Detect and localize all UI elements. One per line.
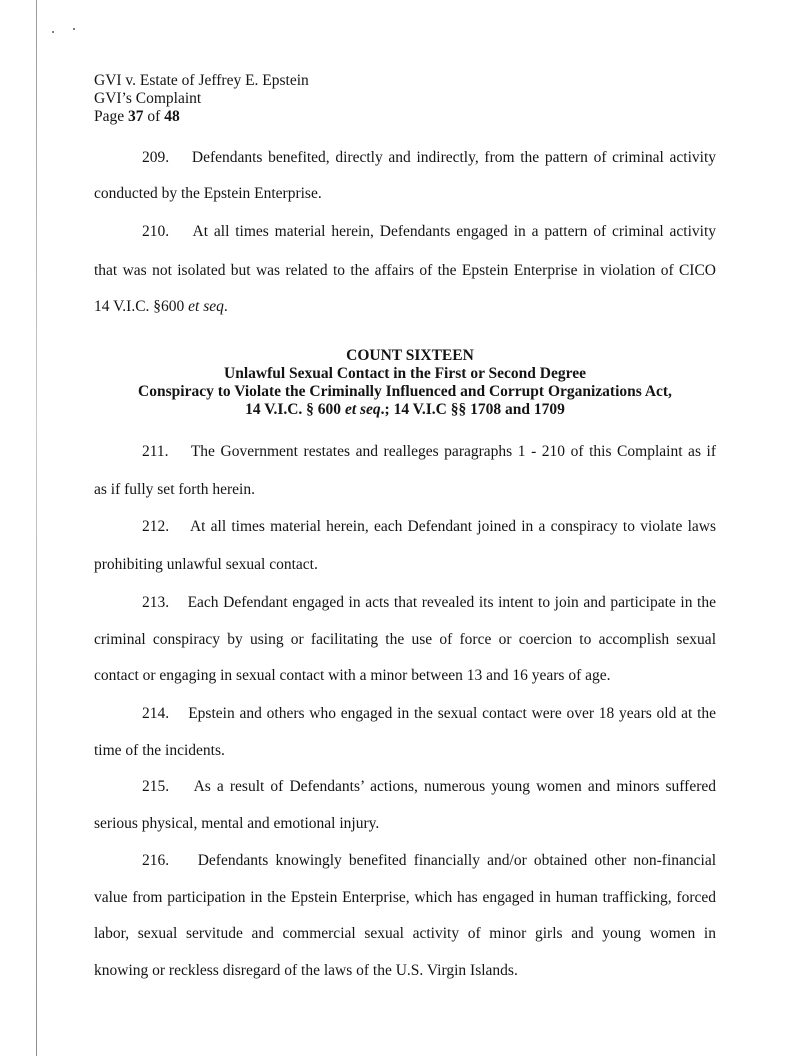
paragraph-number: 214. <box>142 705 170 722</box>
paragraph-number: 210. <box>142 223 170 240</box>
paragraph-209-line-2: conducted by the Epstein Enterprise. <box>94 185 322 202</box>
paragraph-text: Each Defendant engaged in acts that revealed its intent to join and participate in the <box>187 594 716 611</box>
citation-text: 14 V.I.C. §600 <box>94 298 189 315</box>
count-citation-italic: et seq <box>344 401 381 418</box>
paragraph-text: As a result of Defendants’ actions, numerous young women and minors suffered <box>193 778 716 795</box>
paragraph-number: 215. <box>142 778 170 795</box>
paragraph-text: At all times material herein, each Defendant joined in a conspiracy to violate laws <box>189 518 716 535</box>
count-title: COUNT SIXTEEN <box>346 347 474 364</box>
count-subtitle-2: Conspiracy to Violate the Criminally Influenced and Corrupt Organizations Act, <box>138 383 672 400</box>
paragraph-211-line-1 <box>94 443 716 461</box>
paragraph-text: At all times material herein, Defendants engaged in a pattern of criminal activity <box>192 223 716 240</box>
count-subtitle-1: Unlawful Sexual Contact in the First or Second Degree <box>224 365 586 382</box>
paragraph-213-line-1 <box>94 594 716 612</box>
paragraph-216-line-2: value from participation in the Epstein Enterprise, which has engaged in human trafficking, forced <box>94 889 716 906</box>
paragraph-number: 209. <box>142 149 170 166</box>
paragraph-212-line-1 <box>94 518 716 536</box>
paragraph-216-line-1 <box>94 852 716 870</box>
document-title: GVI’s Complaint <box>94 90 202 107</box>
case-title: GVI v. Estate of Jeffrey E. Epstein <box>94 72 309 89</box>
document-header <box>94 72 309 126</box>
page-indicator <box>94 108 309 126</box>
paragraph-215-line-2: serious physical, mental and emotional injury. <box>94 815 380 832</box>
count-subtitle-3 <box>94 401 716 419</box>
paragraph-210-line-1 <box>94 223 716 241</box>
paragraph-213-line-3: contact or engaging in sexual contact with a minor between 13 and 16 years of age. <box>94 667 611 684</box>
paragraph-210-line-3 <box>94 298 716 316</box>
paragraph-214-line-2: time of the incidents. <box>94 742 225 759</box>
count-heading <box>94 347 716 419</box>
count-citation-end: .; 14 V.I.C §§ 1708 and 1709 <box>380 401 565 418</box>
paragraph-213-line-2: criminal conspiracy by using or facilitating the use of force or coercion to accomplish sexual <box>94 631 716 648</box>
page-number: 37 <box>128 108 144 125</box>
paragraph-text: Defendants knowingly benefited financially and/or obtained other non-financial <box>197 852 717 869</box>
paragraph-216-line-3: labor, sexual servitude and commercial sexual activity of minor girls and young women in <box>94 925 716 942</box>
scan-speck <box>73 28 75 30</box>
paragraph-216-line-4: knowing or reckless disregard of the laws of the U.S. Virgin Islands. <box>94 962 518 979</box>
scan-edge-line <box>36 0 37 1056</box>
page-label: Page <box>94 108 129 125</box>
count-citation: 14 V.I.C. § 600 <box>245 401 345 418</box>
paragraph-215-line-1 <box>94 778 716 796</box>
citation-italic: et seq <box>188 298 224 315</box>
page-of-label: of <box>143 108 165 125</box>
paragraph-number: 212. <box>142 518 170 535</box>
citation-end: . <box>223 298 228 315</box>
scan-speck <box>52 31 54 33</box>
paragraph-211-line-2: as if fully set forth herein. <box>94 481 255 498</box>
paragraph-210-line-2: that was not isolated but was related to the affairs of the Epstein Enterprise in violation of CICO <box>94 262 716 279</box>
paragraph-number: 211. <box>142 443 169 460</box>
paragraph-209-line-1 <box>94 149 716 167</box>
paragraph-212-line-2: prohibiting unlawful sexual contact. <box>94 556 318 573</box>
paragraph-number: 213. <box>142 594 170 611</box>
paragraph-number: 216. <box>142 852 170 869</box>
paragraph-text: Defendants benefited, directly and indirectly, from the pattern of criminal activity <box>191 149 716 166</box>
paragraph-text: Epstein and others who engaged in the sexual contact were over 18 years old at the <box>188 705 717 722</box>
paragraph-214-line-1 <box>94 705 716 723</box>
page-total: 48 <box>164 108 180 125</box>
paragraph-text: The Government restates and realleges paragraphs 1 - 210 of this Complaint as if <box>190 443 717 460</box>
